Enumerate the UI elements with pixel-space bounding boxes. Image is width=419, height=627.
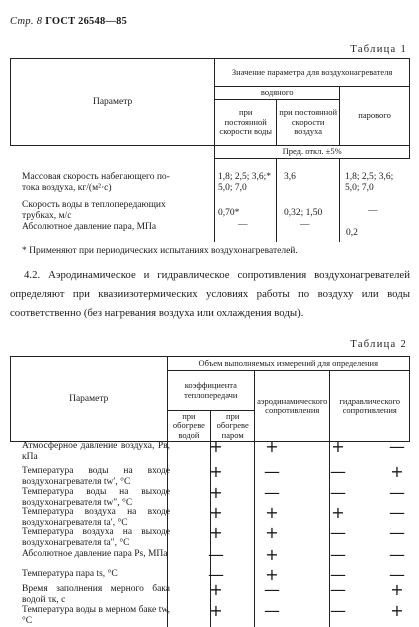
table1-row1-c1: 1,8; 2,5; 3,6;* 5,0; 7,0 bbox=[218, 172, 272, 193]
table2-row-param: Время заполнения мерного бака водой τк, с bbox=[22, 584, 170, 605]
table2-cell-mark: — bbox=[208, 565, 224, 584]
table1-row3-c2: — bbox=[300, 220, 310, 230]
table2-cell-mark: — bbox=[330, 523, 346, 542]
table2-cell-mark: — bbox=[330, 580, 346, 599]
table2-cell-mark: + bbox=[331, 437, 345, 456]
table2-cell-mark: — bbox=[330, 462, 346, 481]
table2-cell-mark: + bbox=[209, 483, 223, 502]
table2-cell-mark: + bbox=[265, 437, 279, 456]
table1-water-header: водяного bbox=[215, 87, 340, 100]
table2-cell-mark: — bbox=[330, 601, 346, 620]
table2-cell-mark: + bbox=[209, 503, 223, 522]
table2-heat-header: коэффициента теплопередачи bbox=[167, 371, 255, 411]
table1-col-const-water: при постоянной скорости воды bbox=[215, 100, 277, 146]
table2-param-header: Параметр bbox=[11, 357, 168, 442]
table2-cell-mark: — bbox=[330, 565, 346, 584]
table2-cell-mark: — bbox=[389, 483, 405, 502]
table2-cell-mark: + bbox=[209, 601, 223, 620]
table1-row1-param: Массовая скорость набегающего по- тока воздуха, кг/(м²·с) bbox=[22, 172, 170, 193]
table2-row-param: Температура воды на входе воздухонагревателя tw′, °C bbox=[22, 466, 170, 487]
table2-row-param: Температура пара ts, °C bbox=[22, 569, 118, 579]
table2-cell-mark: + bbox=[265, 503, 279, 522]
table2-cell-mark: — bbox=[389, 503, 405, 522]
table2-cell-mark: + bbox=[390, 462, 404, 481]
table2-cell-mark: — bbox=[330, 483, 346, 502]
table2-cell-mark: + bbox=[209, 523, 223, 542]
table1-param-header: Параметр bbox=[11, 59, 215, 146]
table2-cell-mark: — bbox=[264, 483, 280, 502]
table1-row3-c3: 0,2 bbox=[346, 228, 358, 238]
table2-cell-mark: + bbox=[390, 601, 404, 620]
table2-caption: Таблица 2 bbox=[350, 339, 407, 350]
table2-cell-mark: + bbox=[209, 437, 223, 456]
table2-row-param: Абсолютное давление пара Ps, МПа bbox=[22, 549, 168, 559]
table1-values-header: Значение параметра для воздухонагревателя bbox=[215, 59, 410, 87]
table2-cell-mark: — bbox=[264, 580, 280, 599]
table1-row1-c3: 1,8; 2,5; 3,6; 5,0; 7,0 bbox=[345, 172, 394, 193]
table1-row3-param: Абсолютное давление пара, МПа bbox=[22, 222, 157, 232]
table1-footnote: * Применяют при периодических испытаниях воздухонагревателей. bbox=[22, 246, 298, 256]
table1-row2-param: Скорость воды в теплопередающих трубках, м/с bbox=[22, 200, 166, 221]
table2-cell-mark: — bbox=[208, 545, 224, 564]
table2-cell-mark: — bbox=[389, 565, 405, 584]
table2-cell-mark: — bbox=[264, 601, 280, 620]
table2-col-aero: аэродинамического сопротивления bbox=[255, 371, 330, 442]
table1-row2-c2: 0,32; 1,50 bbox=[284, 208, 323, 218]
table2-row-param: Температура воды на выходе воздухонагревателя tw″, °C bbox=[22, 487, 170, 508]
table2-cell-mark: + bbox=[209, 462, 223, 481]
table2-cell-mark: + bbox=[331, 503, 345, 522]
table1-row2-c3: — bbox=[368, 206, 378, 216]
table1-row2-c1: 0,70* bbox=[218, 208, 240, 218]
table2-cell-mark: — bbox=[330, 545, 346, 564]
page-header bbox=[10, 16, 127, 27]
table1-tolerance: Пред. откл. ±5% bbox=[215, 146, 410, 159]
standard-id: ГОСТ 26548—85 bbox=[45, 16, 128, 27]
section-paragraph bbox=[10, 266, 410, 323]
page-number: Стр. 8 bbox=[10, 16, 43, 27]
table2-row-param: Атмосферное давление воздуха, Pв, кПа bbox=[22, 441, 170, 462]
table2-cell-mark: — bbox=[389, 523, 405, 542]
table2-row-param: Температура воды в мерном баке tw, °C bbox=[22, 605, 170, 626]
table2-row-param: Температура воздуха на выходе воздухонагревателя ta″, °C bbox=[22, 527, 170, 548]
table1-caption: Таблица 1 bbox=[350, 44, 407, 55]
table2-scope-header: Объем выполняемых измерений для определения bbox=[167, 357, 409, 371]
table1-col-steam: парового bbox=[340, 87, 410, 146]
table2-col-hydro: гидравлического сопротивления bbox=[330, 371, 410, 442]
table2-cell-mark: + bbox=[265, 565, 279, 584]
paragraph-text: 4.2. Аэродинамическое и гидравлическое сопротивления воздухонагревателей определяют при квазиизотермических условиях работы по воздуху или воды соответственно (без нагревания воздуха или охлаждения воды). bbox=[10, 269, 410, 319]
table2-col-steam: при обогреве паром bbox=[211, 411, 255, 442]
table2-cell-mark: + bbox=[209, 580, 223, 599]
table2-row-param: Температура воздуха на входе воздухонагревателя ta′, °C bbox=[22, 507, 170, 528]
table1-col-const-air: при постоянной скорости воздуха bbox=[277, 100, 340, 146]
table2-col-water: при обогреве водой bbox=[167, 411, 211, 442]
table2-cell-mark: — bbox=[389, 545, 405, 564]
table2-cell-mark: + bbox=[265, 523, 279, 542]
table1-row3-c1: — bbox=[238, 220, 248, 230]
table2-cell-mark: + bbox=[390, 580, 404, 599]
table1-row1-c2: 3,6 bbox=[284, 172, 296, 182]
table2-cell-mark: + bbox=[265, 545, 279, 564]
table2-cell-mark: — bbox=[264, 462, 280, 481]
table2-cell-mark: — bbox=[389, 437, 405, 456]
